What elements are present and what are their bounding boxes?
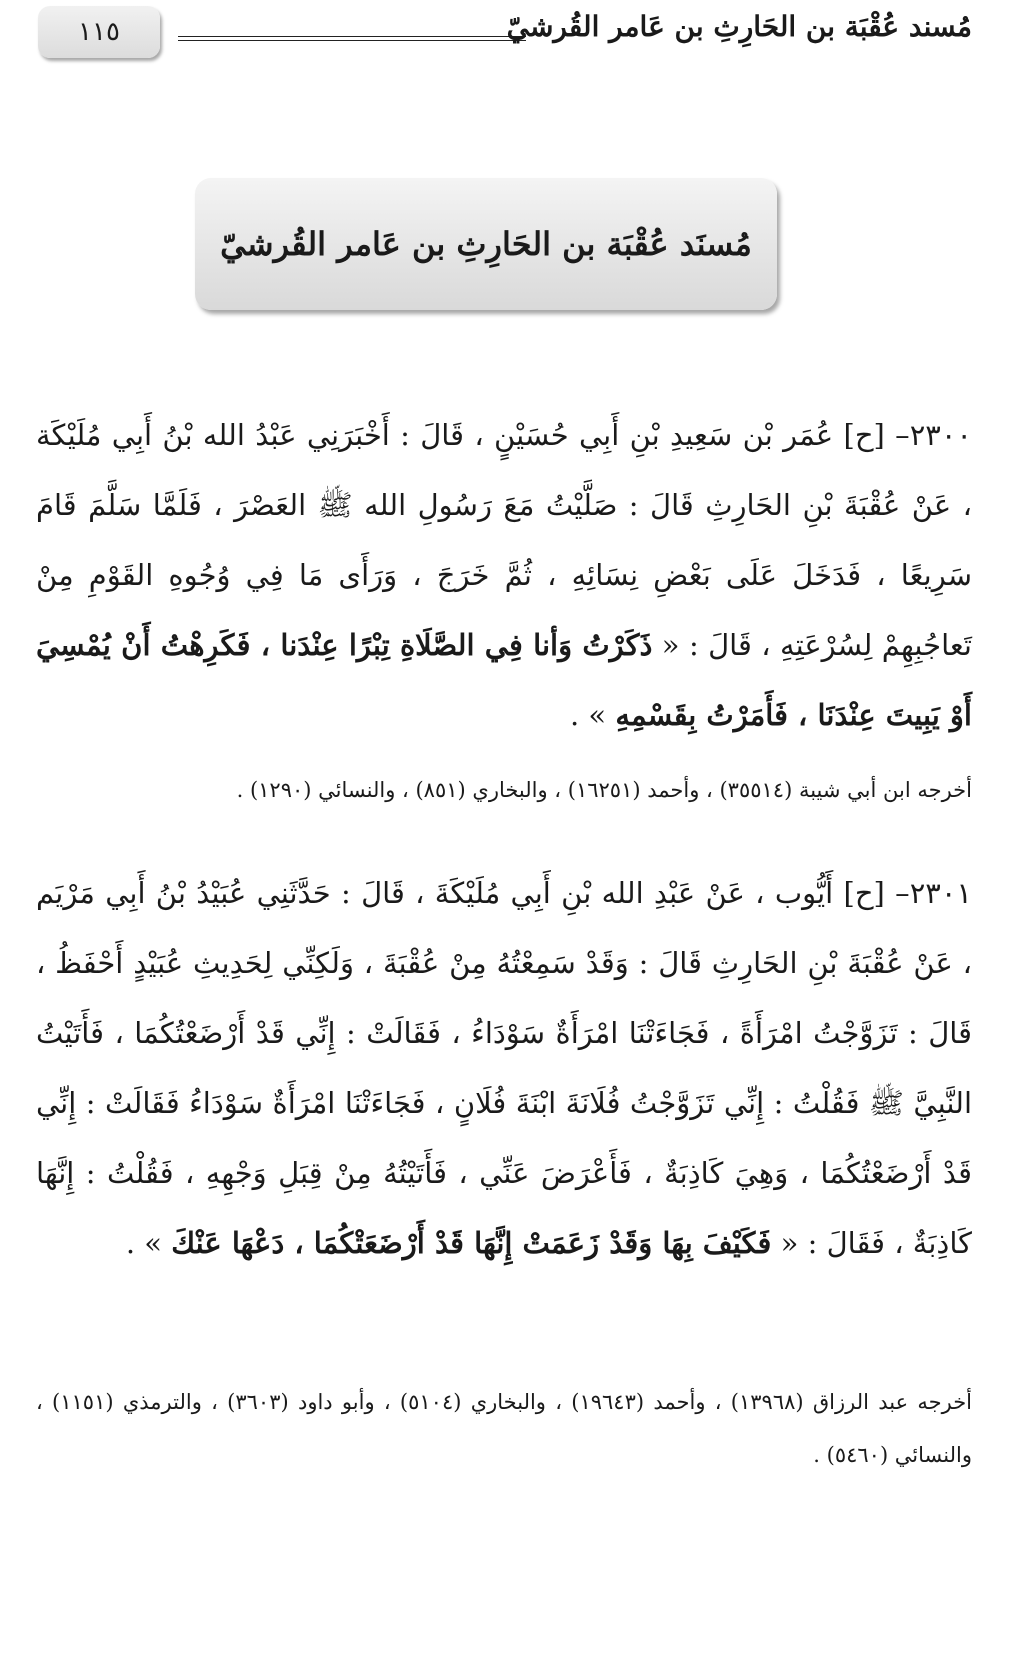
hadith-end: » . bbox=[569, 698, 607, 732]
hadith-2300 bbox=[36, 400, 972, 750]
hadith-quote: فَكَيْفَ بِهَا وَقَدْ زَعَمَتْ إِنَّهَا قَدْ أَرْضَعَتْكُمَا ، دَعْهَا عَنْكَ bbox=[171, 1226, 772, 1260]
hadith-number: ٢٣٠١ bbox=[909, 876, 972, 910]
page-number: ١١٥ bbox=[38, 6, 160, 58]
header-rule bbox=[178, 36, 526, 41]
hadith-end: » . bbox=[125, 1226, 163, 1260]
hadith-number: ٢٣٠٠ bbox=[909, 418, 972, 452]
hadith-quote: ذَكَرْتُ وَأنا فِي الصَّلَاةِ تِبْرًا عِنْدَنا ، فَكَرِهْتُ أَنْ يُمْسِيَ أَوْ يَبِيتَ عِنْدَنَا ، فَأَمَرْتُ بِقَسْمِهِ bbox=[36, 628, 972, 732]
footnote-2301: أخرجه عبد الرزاق (١٣٩٦٨) ، وأحمد (١٩٦٤٣) ، والبخاري (٥١٠٤) ، وأبو داود (٣٦٠٣) ، والترمذي (١١٥١) ، والنسائي (٥٤٦٠) . bbox=[36, 1390, 973, 1467]
hadith-text: – [ح] عُمَر بْن سَعِيدِ بْنِ أَبِي حُسَيْنٍ ، قَالَ : أَخْبَرَنِي عَبْدُ الله بْنُ أَبِي مُلَيْكَة ، عَنْ عُقْبَةَ بْنِ الحَارِثِ قَالَ : صَلَّيْتُ مَعَ رَسُولِ الله ﷺ العَصْرَ ، فَلَمَّا سَلَّمَ قَامَ سَرِيعًا ، فَدَخَلَ عَلَى بَعْضِ نِسَائِهِ ، ثُمَّ خَرَجَ ، وَرَأَى مَا فِي وُجُوهِ القَوْمِ مِنْ تَعاجُبِهِمْ لِسُرْعَتِهِ ، قَالَ : « bbox=[36, 418, 972, 662]
hadith-2301 bbox=[36, 858, 972, 1278]
footnote-2300: أخرجه ابن أبي شيبة (٣٥٥١٤) ، وأحمد (١٦٢٥١) ، والبخاري (٨٥١) ، والنسائي (١٢٩٠) . bbox=[236, 778, 972, 802]
running-title: مُسند عُقْبَة بن الحَارِثِ بن عَامر القُرشيّ bbox=[506, 10, 972, 43]
running-header bbox=[0, 0, 1010, 70]
hadith-text: – [ح] أَيُّوب ، عَنْ عَبْدِ الله بْنِ أَبِي مُلَيْكَةَ ، قَالَ : حَدَّثَنِي عُبَيْدُ بْنُ أَبِي مَرْيَم ، عَنْ عُقْبَةَ بْنِ الحَارِثِ قَالَ : وَقَدْ سَمِعْتُهُ مِنْ عُقْبَةَ ، وَلَكِنِّي لِحَدِيثِ عُبَيْدٍ أَحْفَظُ ، قَالَ : تَزَوَّجْتُ امْرَأَةً ، فَجَاءَتْنَا امْرَأَةٌ سَوْدَاءُ ، فَقَالَتْ : إِنِّي قَدْ أَرْضَعْتُكُمَا ، فَأَتَيْتُ النَّبِيَّ ﷺ فَقُلْتُ : إِنِّي تَزَوَّجْتُ فُلَانَةَ ابْنَةَ فُلَانٍ ، فَجَاءَتْنَا امْرَأَةٌ سَوْدَاءُ فَقَالَتْ : إِنِّي قَدْ أَرْضَعْتُكُمَا ، وَهِيَ كَاذِبَةٌ ، فَأَعْرَضَ عَنِّي ، فَأَتَيْتُهُ مِنْ قِبَلِ وَجْهِهِ ، فَقُلْتُ : إِنَّهَا كَاذِبَةٌ ، فَقَالَ : « bbox=[36, 876, 972, 1260]
section-title: مُسنَد عُقْبَة بن الحَارِثِ بن عَامر القُرشيّ bbox=[195, 178, 777, 310]
